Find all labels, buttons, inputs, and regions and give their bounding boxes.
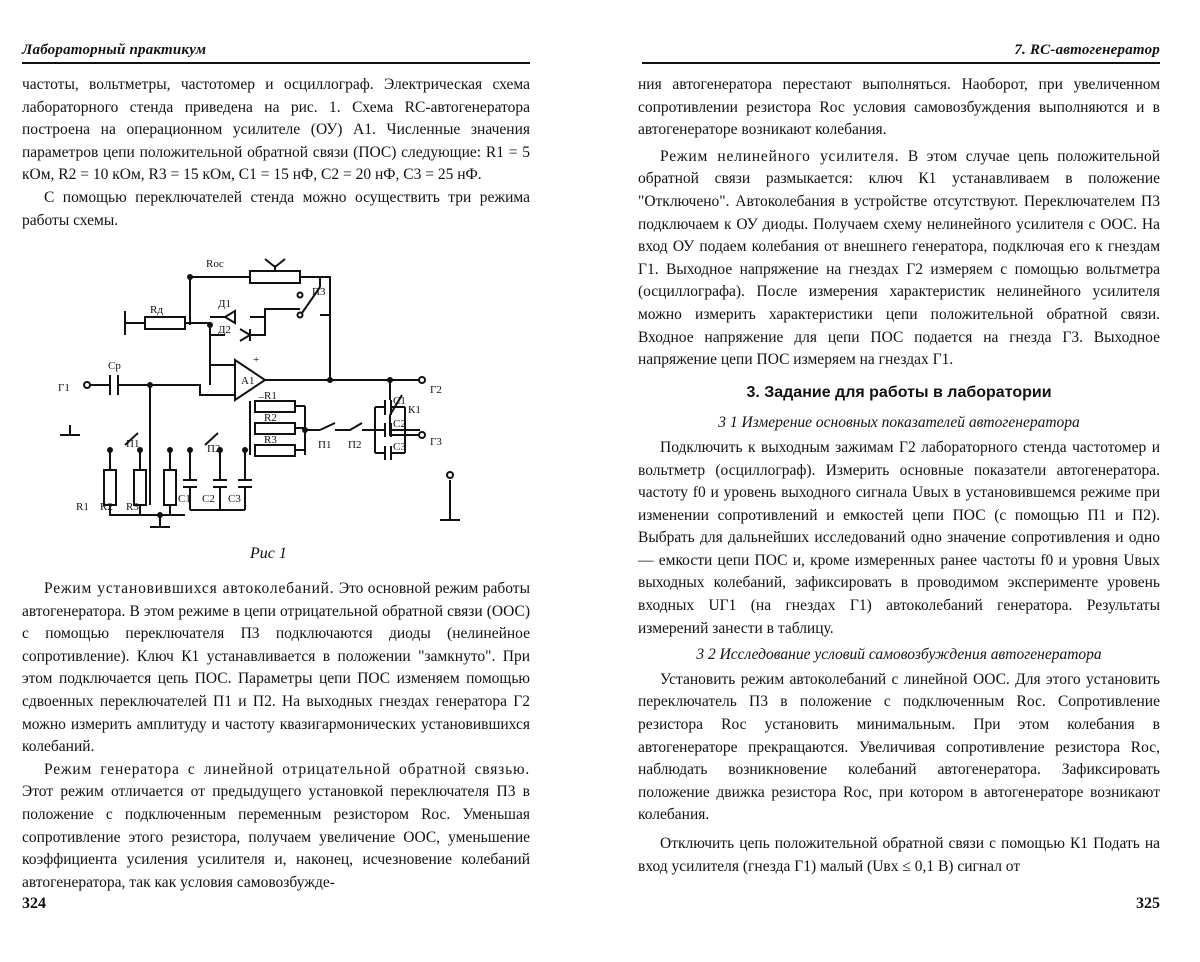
label-d2: Д2 [218, 324, 232, 336]
mode1-text: Это основной режим работы автогенератора. В этом режиме в цепи отрицательной обратной связи (ООС) с помощью переключателя П3 подключаются диоды (нелинейное сопротивление). Ключ К1 устанавливается в положении "замкнуто". При этом подключается цепь ПОС. Параметры цепи ПОС изменяем помощью сдвоенных переключателей П1 и П2. На выходных гнездах генератора Г2 можно измерить амплитуду и частоту квазигармонических установившихся колебаний. [22, 580, 530, 756]
last-paragraph: Отключить цепь положительной обратной связи с помощью К1 Подать на вход усилителя (гнезда Г1) малый (Uвх ≤ 0,1 В) сигнал от [638, 835, 1160, 875]
mode1-title: Режим установившихся автоколебаний. [44, 580, 335, 597]
label-c1: C1 [393, 395, 406, 407]
label-r1-bottom: R1 [76, 501, 89, 513]
label-c2-bottom: C2 [202, 493, 215, 505]
label-p2-right: П2 [348, 439, 362, 451]
label-cp: Cp [108, 360, 121, 372]
mode3-text: В этом случае цепь положительной обратной связи размыкается: ключ К1 устанавливаем в положение "Отключено". Автоколебания в устройстве отсутствуют. Переключателем П3 подключаем к ОУ диоды. Получаем схему нелинейного усилителя с ООС. На вход ОУ подаем колебания от внешнего генератора, подключая его к гнездам Г1. Выходное напряжение на гнездах Г2 измеряем с помощью вольтметра (осциллографа). После измерения характеристик нелинейного усилителя можно измерить характеристики цепи положительной обратной связи. Входное напряжение для цепи ПОС подается на гнезда Г3. Выходное напряжение цепи ПОС измеряем на гнездах Г1. [638, 147, 1161, 369]
label-d1: Д1 [218, 298, 232, 310]
label-r3-bottom: R3 [126, 501, 139, 513]
label-g3: Г3 [430, 436, 442, 448]
switch-paragraph: С помощью переключателей стенда можно осуществить три режима работы схемы. [22, 188, 530, 229]
mode2-title: Режим генератора с линейной отрицательной обратной связью. [44, 760, 530, 778]
header-rule-right [642, 62, 1160, 64]
label-c2: C2 [393, 418, 406, 430]
running-head-right: 7. RC-автогенератор [1014, 42, 1160, 58]
label-p1: П1 [126, 438, 140, 450]
label-c3: C3 [393, 441, 406, 453]
label-r1: R1 [264, 390, 277, 402]
mode3-title: Режим нелинейного усилителя. [660, 147, 900, 165]
label-c3-bottom: C3 [228, 493, 241, 505]
label-roc: Roc [206, 258, 224, 270]
label-r2: R2 [264, 412, 277, 424]
intro-paragraph: частоты, вольтметры, частотомер и осциллограф. Электрическая схема лабораторного стенда приведена на рис. 1. Схема RC-автогенератора построена на операционном усилителе (ОУ) А1. Численные значения параметров цепи положительной обратной связи (ПОС) следующие: R1 = 5 кОм, R2 = 10 кОм, R3 = 15 кОм, C1 = 15 нФ, C2 = 20 нФ, C3 = 25 нФ. [22, 76, 530, 184]
page-number-left: 324 [22, 895, 46, 912]
page-number-right: 325 [1136, 895, 1160, 912]
running-head-left: Лабораторный практикум [22, 42, 207, 58]
mode2-text: Этот режим отличается от предыдущего установкой переключателя П3 в положение с подключенным переменным резистором Rос. Уменьшая сопротивление этого резистора, получаем увеличение ООС, уменьшение коэффициента усиления усилителя и, наконец, исчезновение колебаний автогенератора, так как условия самовозбужде- [22, 783, 530, 891]
subsection-1-title: 3 1 Измерение основных показателей автогенератора [718, 414, 1080, 432]
subsection-2-text: Установить режим автоколебаний с линейной ООС. Для этого установить переключатель П3 в положение с подключенным Rос. Сопротивление резистора Rос установить минимальным. При этом колебания в автогенераторе прекращаются. Увеличивая сопротивление резистора Rос, наблюдать возникновение колебаний автогенератора. Зафиксировать положение движка резистора Rос, при котором в автогенераторе возникают колебания. [638, 670, 1160, 824]
label-r3: R3 [264, 434, 277, 446]
subsection-2-title: 3 2 Исследование условий самовозбуждения автогенератора [696, 646, 1102, 664]
label-plus: + [253, 354, 260, 366]
rd-resistor [145, 317, 185, 329]
label-p3: П3 [312, 286, 326, 298]
label-p1-right: П1 [318, 439, 332, 451]
left-text-bottom [22, 578, 530, 894]
label-r2-bottom: R2 [100, 501, 113, 513]
label-a1: A1 [241, 375, 255, 387]
circuit-diagram [50, 255, 490, 540]
roc-resistor [250, 271, 300, 283]
right-page [600, 0, 1200, 962]
label-p2: П2 [207, 443, 221, 455]
figure-caption: Рис 1 [250, 545, 287, 562]
section-heading: 3. Задание для работы в лаборатории [746, 383, 1052, 401]
header-rule-left [22, 62, 530, 64]
right-text [638, 74, 1160, 878]
label-rd: Rд [150, 304, 163, 316]
label-g2: Г2 [430, 384, 442, 396]
subsection-1-text: Подключить к выходным зажимам Г2 лабораторного стенда частотомер и вольтметр (осциллограф). Измерить основные показатели автогенератора. частоту f0 и уровень выходного сигнала Uвых в установившемся режиме при изменении сопротивлений и емкостей цепи ПОС (с помощью П1 и П2). Выбрать для дальнейших исследований одно значение сопротивления и одно — емкости цепи ПОС и, кроме измеренных ранее частоты f0 и уровня Uвых выходных колебаний, зафиксировать в проводимом эксперименте уровень входных UГ1 (на гнездах Г1) автоколебаний генератора. Результаты измерений занести в таблицу. [638, 438, 1160, 637]
label-c1-bottom: C1 [178, 493, 191, 505]
left-text-top [22, 74, 530, 232]
label-k1: К1 [408, 404, 421, 416]
label-minus: − [258, 392, 265, 404]
label-g1: Г1 [58, 382, 70, 394]
continuation-paragraph: ния автогенератора перестают выполняться. Наоборот, при увеличенном сопротивлении резистора Rос условия самовозбуждения выполняются и в автогенераторе возникают колебания. [638, 76, 1160, 139]
